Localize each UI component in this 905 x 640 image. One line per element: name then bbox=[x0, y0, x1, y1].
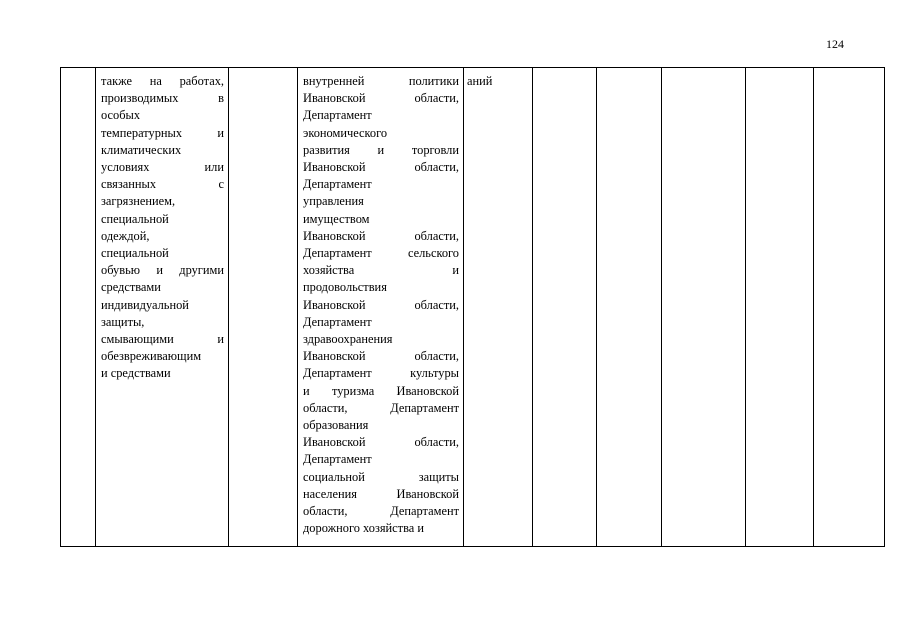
cell-responsible-executors bbox=[298, 68, 464, 547]
text-line: загрязнением, bbox=[101, 194, 176, 209]
text-line: Департамент bbox=[303, 108, 372, 123]
text-line: Ивановской области, bbox=[303, 297, 459, 312]
text-line: Департамент bbox=[303, 177, 372, 192]
text-line: Ивановской области, bbox=[303, 349, 459, 364]
responsible-executors-text bbox=[298, 68, 463, 537]
text-line: климатических bbox=[101, 142, 182, 157]
text-line: области, Департамент bbox=[303, 400, 459, 415]
cell-number bbox=[61, 68, 96, 547]
text-line: индивидуальной bbox=[101, 297, 189, 312]
text-line: также на работах, bbox=[101, 74, 224, 88]
text-line: внутренней политики bbox=[303, 74, 459, 88]
text-line: здравоохранения bbox=[303, 332, 393, 347]
cell-empty bbox=[597, 68, 662, 547]
cell-fragment bbox=[464, 68, 533, 547]
table-row bbox=[61, 68, 885, 547]
text-line: Департамент bbox=[303, 452, 372, 467]
cell-empty bbox=[229, 68, 298, 547]
text-line: обезвреживающим bbox=[101, 349, 202, 364]
text-line: Департамент культуры bbox=[303, 366, 459, 381]
cell-empty bbox=[533, 68, 597, 547]
text-line: имуществом bbox=[303, 211, 370, 226]
text-line: области, Департамент bbox=[303, 504, 459, 519]
text-line: и туризма Ивановской bbox=[303, 383, 459, 398]
text-line: образования bbox=[303, 418, 369, 433]
measure-description-text bbox=[96, 68, 228, 383]
cell-empty bbox=[746, 68, 814, 547]
text-line: Ивановской области, bbox=[303, 91, 459, 106]
text-line: смывающими и bbox=[101, 332, 224, 347]
text-line: продовольствия bbox=[303, 280, 387, 295]
text-line: средствами bbox=[101, 280, 161, 295]
text-line: Ивановской области, bbox=[303, 435, 459, 450]
text-line: условиях или bbox=[101, 160, 224, 175]
text-line: обувью и другими bbox=[101, 263, 224, 278]
text-fragment: аний bbox=[467, 74, 493, 88]
cell-empty bbox=[814, 68, 885, 547]
text-line: связанных с bbox=[101, 177, 224, 192]
text-line: особых bbox=[101, 108, 141, 123]
page-number: 124 bbox=[826, 37, 844, 51]
text-line: и средствами bbox=[101, 366, 171, 381]
text-line: производимых в bbox=[101, 91, 224, 106]
text-line: хозяйства и bbox=[303, 263, 459, 278]
text-line: специальной bbox=[101, 211, 169, 226]
cell-measure-description bbox=[96, 68, 229, 547]
text-line: одеждой, bbox=[101, 228, 150, 243]
text-line: Ивановской области, bbox=[303, 160, 459, 175]
text-line: защиты, bbox=[101, 314, 145, 329]
text-line: температурных и bbox=[101, 125, 224, 140]
text-line: Ивановской области, bbox=[303, 228, 459, 243]
text-line: специальной bbox=[101, 246, 169, 261]
cell-empty bbox=[662, 68, 746, 547]
text-line: Департамент bbox=[303, 314, 372, 329]
text-line: дорожного хозяйства и bbox=[303, 521, 425, 536]
continuation-table bbox=[60, 67, 885, 547]
text-line: экономического bbox=[303, 125, 388, 140]
text-line: населения Ивановской bbox=[303, 486, 459, 501]
text-line: Департамент сельского bbox=[303, 246, 459, 261]
text-line: социальной защиты bbox=[303, 469, 459, 484]
text-line: управления bbox=[303, 194, 364, 209]
text-line: развития и торговли bbox=[303, 142, 459, 157]
